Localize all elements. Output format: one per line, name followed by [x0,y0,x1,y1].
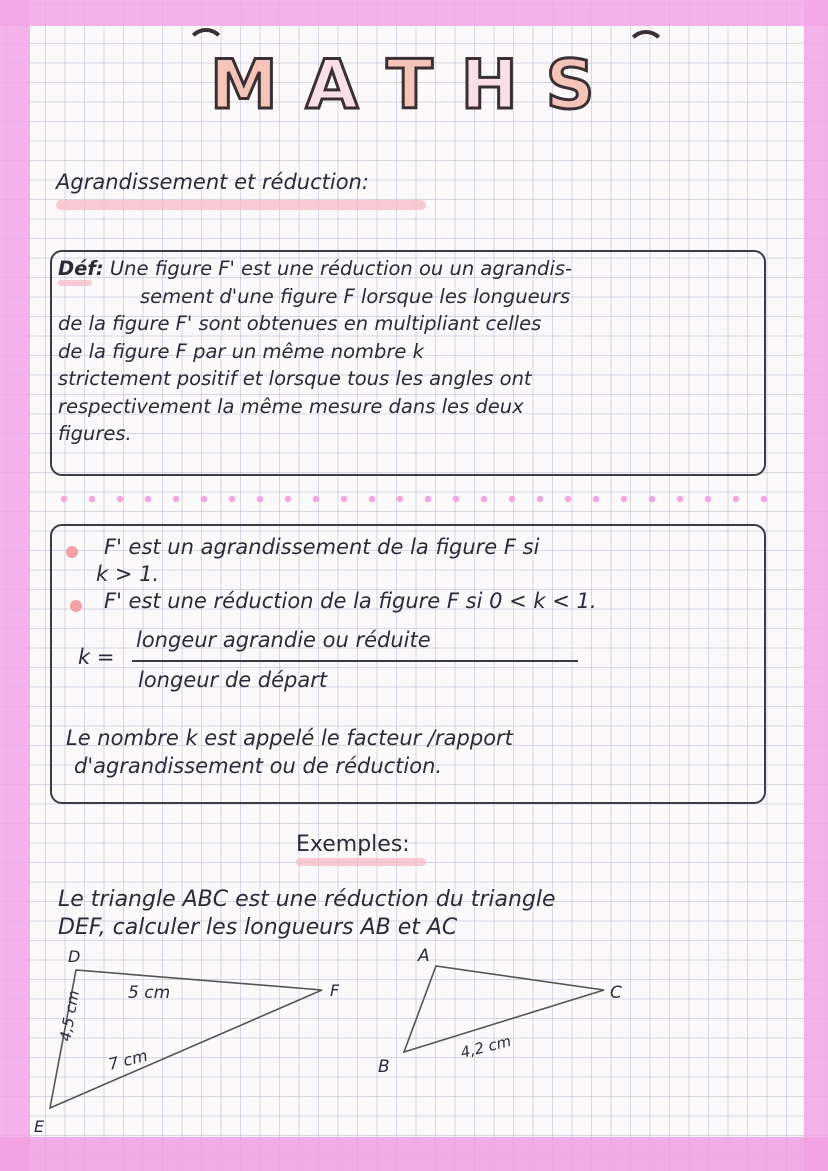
definition-label: Déf: [58,257,104,280]
fraction-numerator: longeur agrandie ou réduite [136,628,431,652]
definition-line-text: Une figure F' est une réduction ou un agrandis- [109,257,573,280]
vertex-b-label: B [378,1057,390,1077]
vertex-a-label: A [418,946,430,966]
triangle-abc [404,966,604,1052]
page-title [210,40,640,130]
definition-line: figures. [58,422,132,445]
definition-line: strictement positif et lorsque tous les angles ont [58,367,532,390]
vertex-c-label: C [610,983,622,1003]
examples-title: Exemples: [296,832,410,857]
bullet-dot [66,546,78,558]
k-label: k = [78,645,115,669]
vertex-d-label: D [68,947,81,966]
fraction-bar [132,660,578,662]
triangle-def [50,970,322,1108]
fraction-denominator: longeur de départ [138,668,328,692]
title-letter: A [305,45,365,125]
pink-border-top [0,0,828,26]
bullet-dot [70,600,82,612]
examples-highlight [296,858,426,866]
definition-line: sement d'une figure F lorsque les longueurs [140,284,571,308]
pink-border-left [0,0,30,1171]
example-statement-line1: Le triangle ABC est une réduction du triangle [58,887,556,912]
rule-reduction: F' est une réduction de la figure F si 0 < k < 1. [104,589,597,613]
title-letter: M [210,45,284,125]
section-title: Agrandissement et réduction: [56,170,369,194]
vertex-f-label: F [330,981,340,1000]
rule-agrandissement-line2: k > 1. [96,562,160,586]
vertex-e-label: E [34,1117,45,1136]
definition-line: de la figure F' sont obtenues en multipliant celles [58,312,542,335]
section-title-highlight [56,200,426,210]
side-de-label: 4,5 cm [56,988,83,1043]
pink-border-right [804,0,828,1171]
title-letter: H [460,45,524,125]
side-ef-label: 7 cm [106,1045,150,1074]
definition-line [58,255,764,283]
definition-line: respectivement la même mesure dans les deux [58,394,524,418]
definition-text [58,255,764,448]
side-bc-label: 4,2 cm [458,1031,513,1062]
title-letter: T [386,45,439,125]
side-df-label: 5 cm [128,983,171,1003]
dotted-separator [50,493,770,505]
factor-line2: d'agrandissement ou de réduction. [74,754,443,778]
pink-border-bottom [0,1137,828,1171]
example-statement-line2: DEF, calculer les longueurs AB et AC [58,915,458,940]
title-letter: S [545,45,601,125]
rule-agrandissement-line1: F' est un agrandissement de la figure F si [104,535,540,559]
definition-line: de la figure F par un même nombre k [58,339,424,363]
factor-line1: Le nombre k est appelé le facteur /rapport [66,726,513,750]
